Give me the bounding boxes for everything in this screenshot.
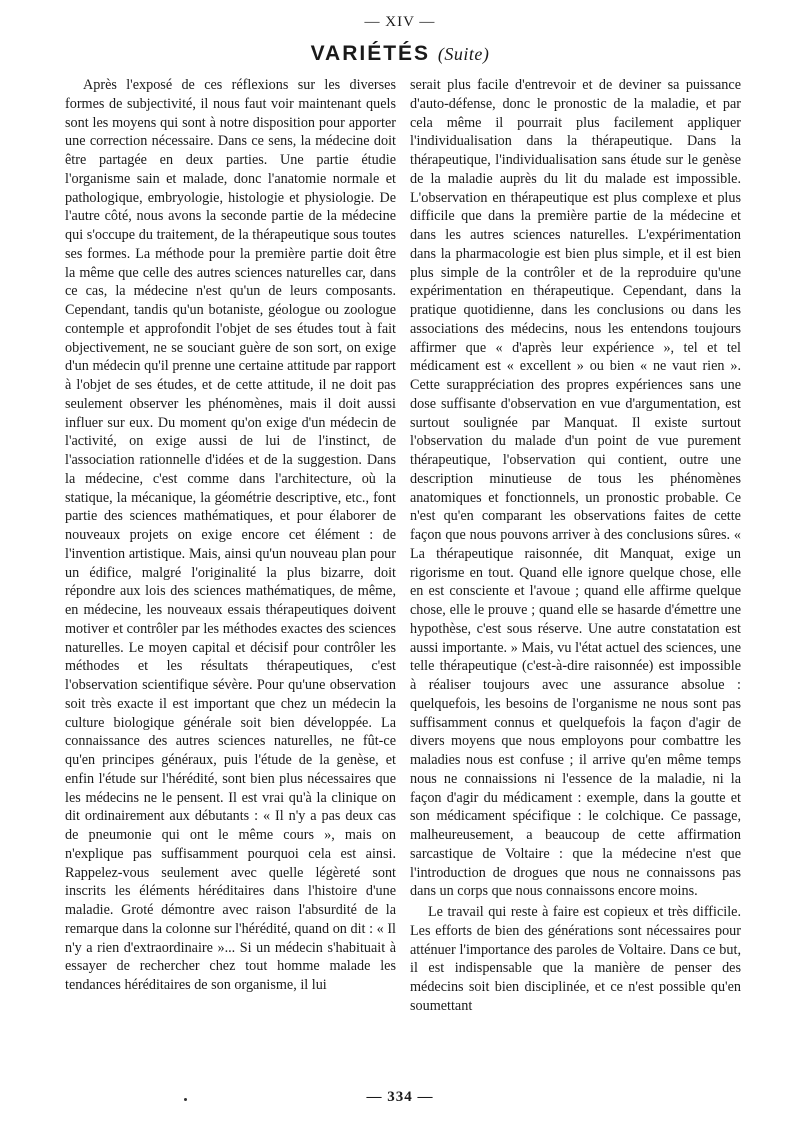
- section-title-text: VARIÉTÉS: [310, 42, 431, 65]
- left-column: [65, 76, 396, 995]
- right-paragraph-1: serait plus facile d'entrevoir et de deviner sa puissance d'auto-défense, donc le pronostic de la maladie, et par cela même il pourrait plus facilement appliquer l'individualisation dans la thérapeutique. Dans la thérapeutique, l'individualisation sans étude sur le genèse de la maladie auprès du lit du malade est impossible. L'observation en thérapeutique est plus complexe et plus difficile que dans la première partie de la médecine et dans les autres sciences naturelles. L'expérimentation dans la pharmacologie est bien plus simple, et il est bien plus simple de la contrôler et de la reproduire qu'une expérimentation en thérapeutique. Cependant, dans la pratique quotidienne, dans les conclusions ou dans les associations des médecins, nous les entendons toujours affirmer que « d'après leur expérience », tel et tel médicament est « excellent » ou bien « ne vaut rien ». Cette surappréciation des propres expériences sans une dose suffisante d'observation en vue d'argumentation, est surtout soulignée par Manquat. Il existe surtout l'observation du malade d'un point de vue purement thérapeutique, l'observation qui contient, outre une description minutieuse de tous les phénomènes anatomiques et fonctionnels, un pronostic probable. Ce n'est qu'en comparant les observations faites de cette façon que nous pouvons arriver à des conclusions sûres. « La thérapeutique raisonnée, dit Manquat, exige un rigorisme en tout. Quand elle ignore quelque chose, elle en est consciente et l'avoue ; quand elle affirme quelque chose, elle le prouve ; quand elle se hasarde d'émettre une hypothèse, c'est sous réserve. Une autre constatation est aussi importante. » Mais, vu l'état actuel des sciences, une telle thérapeutique (c'est-à-dire raisonnée) est impossible à réaliser toujours avec une assurance absolue : quelquefois, les besoins de l'organisme ne nous sont pas suffisamment connus et quelquefois la façon d'agir de divers moyens que nous employons pour combattre les maladies nous est confuse ; il arrive qu'en même temps nous ne connaissions ni l'essence de la maladie, ni la façon d'agir du médicament : exemple, dans la goutte et son médicament spécifique : le colchique. Ce passage, malheureusement, a beaucoup de cette affirmation sarcastique de Voltaire : que la médecine n'est que l'introduction de drogues que nous ne connaissons pas dans un corps que nous connaissons encore moins.: [410, 77, 741, 900]
- right-paragraph-2: Le travail qui reste à faire est copieux et très difficile. Les efforts de bien des générations sont nécessaires pour atténuer l'importance des paroles de Voltaire. Dans ce but, il est indispensable que la manière de penser des médecins soit bien disciplinée, et ce n'est possible qu'en soumettant: [410, 904, 741, 1014]
- left-paragraph-1: Après l'exposé de ces réflexions sur les diverses formes de subjectivité, il nous faut voir maintenant quels sont les moyens qui sont à notre disposition pour apporter une correction nécessaire. Dans ce sens, la médecine doit être partagée en deux parties. Une partie étudie l'organisme sain et malade, donc l'anatomie normale et pathologique, embryologie, histologie et physiologie. De l'autre côté, nous avons la seconde partie de la médecine qui s'occupe du traitement, de la thérapeutique sous toutes ses formes. La méthode pour la première partie doit être la même que celle des autres sciences naturelles car, dans ce cas, la médecine n'est qu'un de leurs composants. Cependant, tandis qu'un botaniste, géologue ou zoologue contemple et approfondit l'objet de ses études tout à fait objectivement, ne se souciant guère de son sort, on exige d'un médecin qu'il prenne une certaine attitude par rapport à l'objet de ses études, et de cette attitude, il ne doit pas seulement observer les phénomènes, mais il doit aussi influer sur eux. Du moment qu'on exige d'un médecin de l'activité, on exige aussi de lui de l'instinct, de l'association rationnelle d'idées et de la suggestion. Dans la médecine, c'est comme dans l'architecture, où la statique, la mécanique, la géométrie descriptive, etc., font partie des sciences mathématiques, et pour élaborer de nouveaux projets on exige encore cet élément : de l'invention artistique. Mais, ainsi qu'un nouveau plan pour un édifice, malgré l'originalité la plus bizarre, doit répondre aux lois des sciences mathématiques, de même, en médecine, les nouveaux essais thérapeutiques doivent motiver et contrôler par les méthodes exactes des sciences naturelles. Le moyen capital et décisif pour contrôler les méthodes et les résultats thérapeutiques, c'est l'observation scientifique sévère. Pour qu'une observation soit très exacte il est important que chez un médecin la culture biologique générale soit bien développée. La connaissance des autres sciences naturelles, ne fût-ce qu'en principes généraux, puis l'étude de la genèse, et enfin l'étude sur l'hérédité, sont bien plus nécessaires que les médecins ne le pensent. Il est vrai qu'à la clinique on dit ordinairement aux débutants : « Il n'y a pas deux cas de pneumonie qui ont le même cours », mais on n'explique pas suffisamment pourquoi cela est ainsi. Rappelez-vous seulement avec quelle légèreté sont inscrits les éléments héréditaires dans l'histoire d'une maladie. Groté démontre avec raison l'absurdité de la remarque dans la colonne sur l'hérédité, quand on dit : « Il n'y a rien d'extraordinaire »... Si un médecin s'habituait à essayer de rechercher chez tout homme malade les tendances héréditaires de son organisme, il lui: [65, 77, 396, 993]
- section-title-suite: (Suite): [437, 44, 490, 64]
- right-column: [410, 76, 741, 1016]
- section-title: [0, 42, 800, 66]
- page-number: — 334 —: [366, 1089, 434, 1105]
- roman-page-number: — XIV —: [364, 14, 436, 30]
